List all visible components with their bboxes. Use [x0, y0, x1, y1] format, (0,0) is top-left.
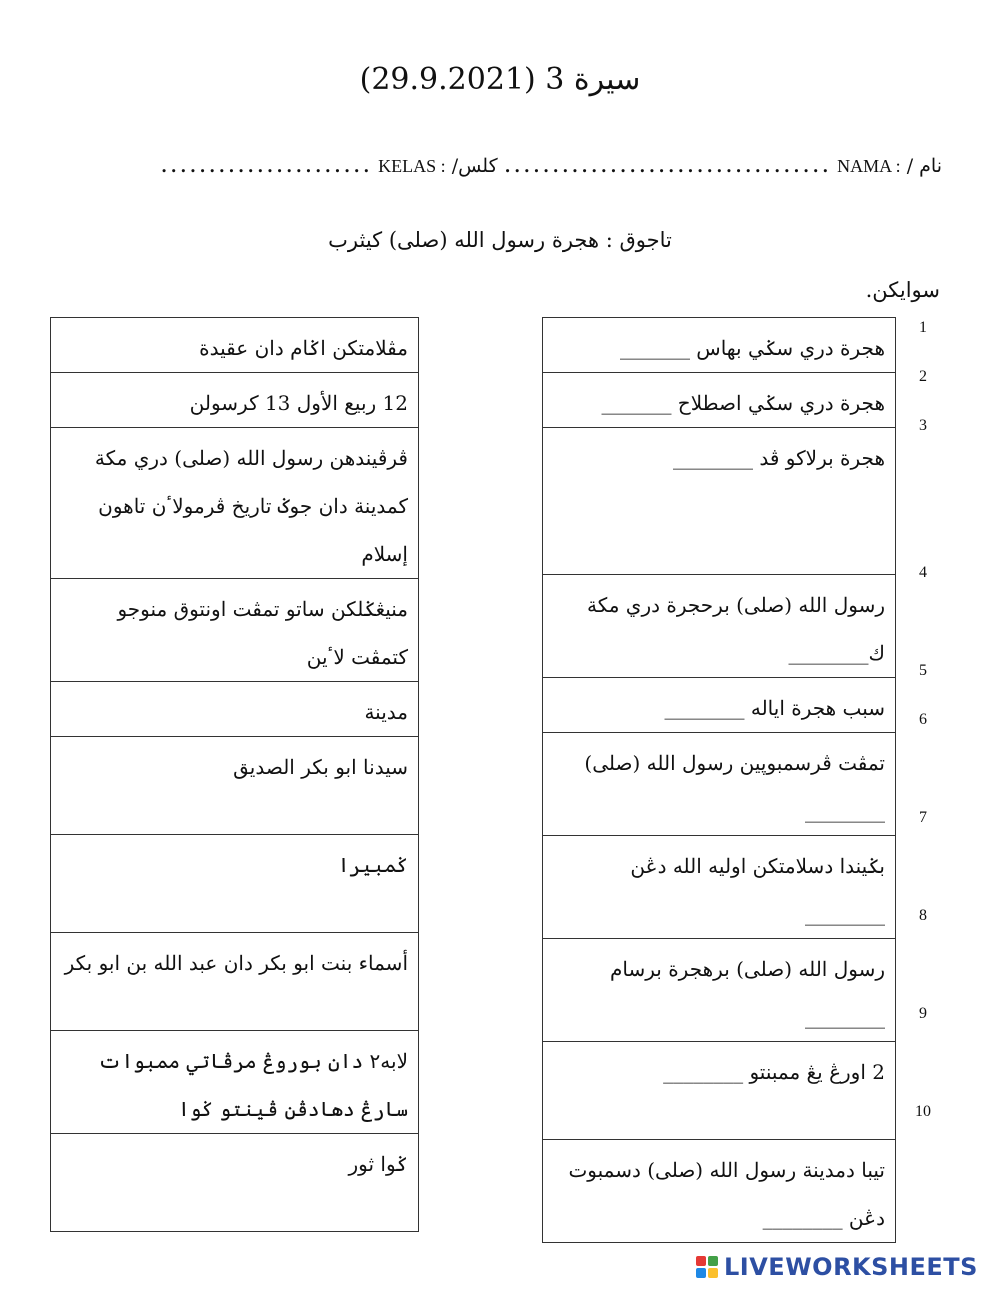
- logo-square: [708, 1268, 718, 1278]
- answer-cell[interactable]: لابه٢ دان بوروڠ مرڤاتي ممبوات سارڠ دهادڤن ڤينتو ݢوا: [51, 1031, 419, 1134]
- name-label-latin: NAMA :: [837, 156, 901, 176]
- row-number: 2: [919, 368, 927, 385]
- name-input-dots[interactable]: ..................................: [503, 150, 832, 178]
- question-cell[interactable]: رسول الله (صلى) برحجرة دري مكة ك________: [543, 575, 896, 678]
- name-class-line: [60, 150, 942, 178]
- liveworksheets-logo-icon: [696, 1256, 718, 1278]
- class-label-latin: KELAS :: [378, 156, 446, 176]
- question-cell[interactable]: هجرة دري سݢي اصطلاح _______: [543, 373, 896, 428]
- logo-square: [708, 1256, 718, 1266]
- question-cell[interactable]: رسول الله (صلى) برهجرة برسام ________: [543, 939, 896, 1042]
- row-number: 6: [919, 711, 927, 728]
- row-number: 7: [919, 809, 927, 826]
- row-number: 4: [919, 564, 927, 581]
- liveworksheets-brand: LIVEWORKSHEETS: [724, 1253, 978, 1281]
- logo-square: [696, 1268, 706, 1278]
- question-cell[interactable]: تيبا دمدينة رسول الله (صلى) دسمبوت دڠن ________: [543, 1140, 896, 1243]
- row-number: 5: [919, 662, 927, 679]
- question-cell[interactable]: هجرة دري سݢي بهاس _______: [543, 318, 896, 373]
- class-label-jawi: كلس/: [451, 155, 498, 177]
- logo-square: [696, 1256, 706, 1266]
- question-cell[interactable]: تمڤت ڤرسمبوڽين رسول الله (صلى) ________: [543, 733, 896, 836]
- row-number: 9: [919, 1005, 927, 1022]
- answer-cell[interactable]: مدينة: [51, 682, 419, 737]
- question-cell[interactable]: هجرة برلاكو ڤد ________: [543, 428, 896, 575]
- answer-cell[interactable]: ݢوا ثور: [51, 1134, 419, 1232]
- answer-cell[interactable]: 12 ربيع الأول 13 كرسولن: [51, 373, 419, 428]
- instruction-text: سوايكن.: [865, 278, 940, 302]
- row-number: 3: [919, 417, 927, 434]
- question-cell[interactable]: 2 اورڠ يڠ ممبنتو ________: [543, 1042, 896, 1140]
- class-input-dots[interactable]: ......................: [160, 150, 373, 178]
- row-number: 8: [919, 907, 927, 924]
- questions-table: [542, 317, 896, 1243]
- worksheet-subtitle: تاجوق : هجرة رسول الله (صلى) كيثرب: [328, 228, 672, 252]
- question-cell[interactable]: بݢيندا دسلامتكن اوليه الله دڠن ________: [543, 836, 896, 939]
- name-label-jawi: نام /: [906, 155, 942, 177]
- answer-cell[interactable]: منيڠݢلكن ساتو تمڤت اونتوق منوجو كتمڤت لاٴين: [51, 579, 419, 682]
- row-number: 1: [919, 319, 927, 336]
- answer-cell[interactable]: مڤلامتكن اݢام دان عقيدة: [51, 318, 419, 373]
- answers-table: [50, 317, 419, 1232]
- worksheet-title: سيرة 3 (29.9.2021): [359, 62, 641, 97]
- answer-cell[interactable]: ݢمبيرا: [51, 835, 419, 933]
- answer-cell[interactable]: ڤرڤيندهن رسول الله (صلى) دري مكة كمدينة دان جوݢ تاريخ ڤرمولاٴن تاهون إسلام: [51, 428, 419, 579]
- question-cell[interactable]: سبب هجرة اياله ________: [543, 678, 896, 733]
- answer-cell[interactable]: سيدنا ابو بكر الصديق: [51, 737, 419, 835]
- liveworksheets-footer: [696, 1252, 978, 1282]
- row-number: 10: [915, 1103, 931, 1120]
- answer-cell[interactable]: أسماء بنت ابو بكر دان عبد الله بن ابو بكر: [51, 933, 419, 1031]
